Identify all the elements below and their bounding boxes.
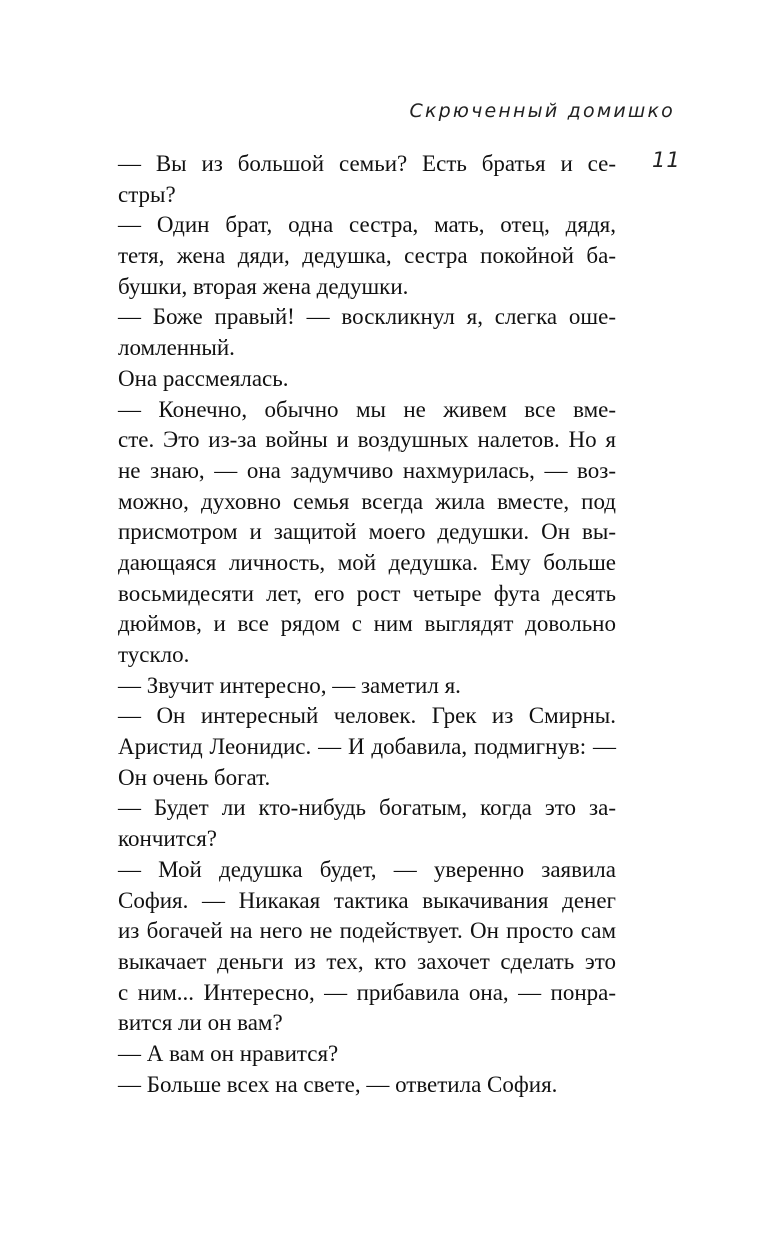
text-line: бушки, вторая жена дедушки. bbox=[118, 273, 409, 299]
text-line: — Звучит интересно, — заметил я. bbox=[118, 672, 461, 698]
page-number: 11 bbox=[652, 148, 681, 172]
text-line: дюймов, и все рядом с ним выглядят довольно bbox=[118, 611, 616, 637]
page-body bbox=[118, 149, 616, 1100]
text-line: выкачает деньги из тех, кто захочет сделать это bbox=[118, 948, 616, 974]
text-line: Она рассмеялась. bbox=[118, 365, 289, 391]
text-line: восьмидесяти лет, его рост четыре фута десять bbox=[118, 580, 616, 606]
text-line: сте. Это из-за войны и воздушных налетов. Но я bbox=[118, 427, 616, 453]
text-line: из богачей на него не подействует. Он просто сам bbox=[118, 918, 616, 944]
text-line: стры? bbox=[118, 181, 176, 207]
text-line: — Боже правый! — воскликнул я, слегка оше- bbox=[118, 304, 616, 330]
text-line: — Мой дедушка будет, — уверенно заявила bbox=[118, 856, 616, 882]
running-header: Скрюченный домишко bbox=[409, 100, 675, 122]
text-line: тускло. bbox=[118, 642, 190, 667]
text-line: — А вам он нравится? bbox=[118, 1040, 339, 1066]
text-line: можно, духовно семья всегда жила вместе, под bbox=[118, 488, 616, 514]
text-line: присмотром и защитой моего дедушки. Он вы- bbox=[118, 519, 616, 545]
text-line: — Он интересный человек. Грек из Смирны. bbox=[118, 703, 616, 729]
text-line: — Вы из большой семьи? Есть братья и се- bbox=[118, 151, 616, 176]
text-line: Аристид Леонидис. — И добавила, подмигнув: — bbox=[118, 734, 616, 760]
text-line: — Один брат, одна сестра, мать, отец, дядя, bbox=[118, 212, 616, 238]
text-line: — Больше всех на свете, — ответила София. bbox=[118, 1071, 558, 1097]
text-line: Он очень богат. bbox=[118, 764, 271, 790]
text-line: кончится? bbox=[118, 826, 218, 852]
text-line: не знаю, — она задумчиво нахмурилась, — воз- bbox=[118, 457, 616, 483]
text-line: дающаяся личность, мой дедушка. Ему больше bbox=[118, 549, 616, 575]
text-line: — Конечно, обычно мы не живем все вме- bbox=[118, 396, 616, 422]
text-line: вится ли он вам? bbox=[118, 1010, 283, 1036]
text-line: — Будет ли кто-нибудь богатым, когда это за- bbox=[118, 795, 616, 821]
text-line: с ним... Интересно, — прибавила она, — понра- bbox=[118, 979, 616, 1005]
text-line: тетя, жена дяди, дедушка, сестра покойной ба- bbox=[118, 243, 616, 269]
text-line: София. — Никакая тактика выкачивания денег bbox=[118, 887, 616, 913]
text-line: ломленный. bbox=[118, 335, 235, 361]
